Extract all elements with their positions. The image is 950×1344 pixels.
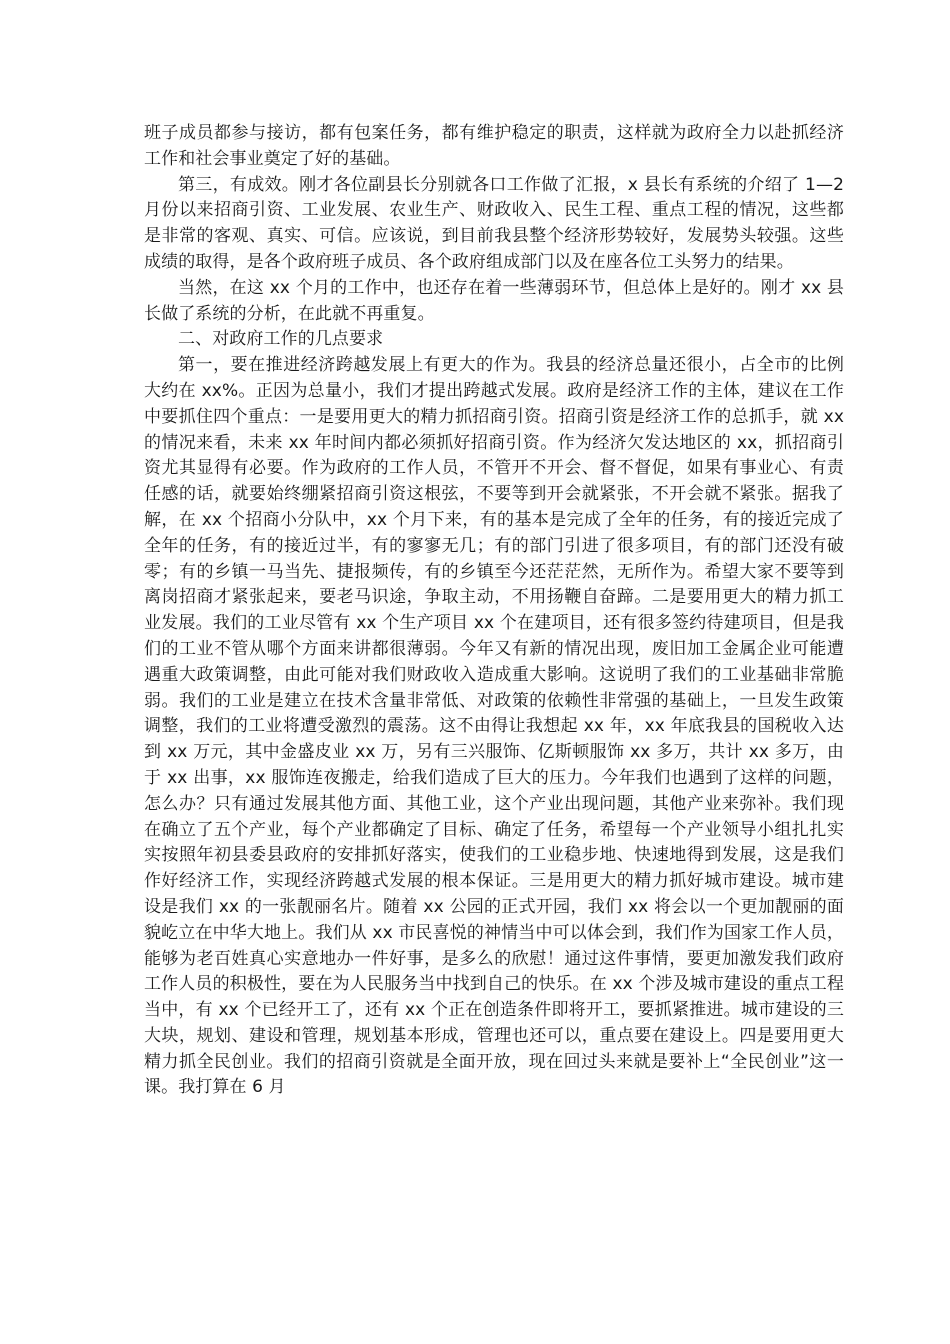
paragraph: 当然，在这 xx 个月的工作中，也还存在着一些薄弱环节，但总体上是好的。刚才 xx 县长做了系统的分析，在此就不再重复。 — [144, 277, 844, 324]
paragraph: 班子成员都参与接访，都有包案任务，都有维护稳定的职责，这样就为政府全力以赴抓经济工作和社会事业奠定了好的基础。 — [144, 123, 844, 169]
document-body — [144, 121, 844, 1101]
paragraph: 第三，有成效。刚才各位副县长分别就各口工作做了汇报，x 县长有系统的介绍了 1—2 月份以来招商引资、工业发展、农业生产、财政收入、民生工程、重点工程的情况，这些都是非常的客观、真实、可信。应该说，到目前我县整个经济形势较好，发展势头较强。这些成绩的取得，是各个政府班子成员、各个政府组成部门以及在座各位工头努力的结果。 — [144, 174, 844, 272]
section-heading: 二、对政府工作的几点要求 — [178, 329, 384, 350]
paragraph: 第一，要在推进经济跨越发展上有更大的作为。我县的经济总量还很小，占全市的比例大约在 xx%。正因为总量小，我们才提出跨越式发展。政府是经济工作的主体，建议在工作中要抓住四个重点：一是要用更大的精力抓招商引资。招商引资是经济工作的总抓手，就 xx 的情况来看，未来 xx 年时间内都必须抓好招商引资。作为经济欠发达地区的 xx，抓招商引资尤其显得有必要。作为政府的工作人员，不管开不开会、督不督促，如果有事业心、有责任感的话，就要始终绷紧招商引资这根弦，不要等到开会就紧张，不开会就不紧张。据我了解，在 xx 个招商小分队中，xx 个月下来，有的基本是完成了全年的任务，有的接近完成了全年的任务，有的接近过半，有的寥寥无几；有的部门引进了很多项目，有的部门还没有破零；有的乡镇一马当先、捷报频传，有的乡镇至今还茫茫然，无所作为。希望大家不要等到离岗招商才紧张起来，要老马识途，争取主动，不用扬鞭自奋蹄。二是要用更大的精力抓工业发展。我们的工业尽管有 xx 个生产项目 xx 个在建项目，还有很多签约待建项目，但是我们的工业不管从哪个方面来讲都很薄弱。今年又有新的情况出现，废旧加工金属企业可能遭遇重大政策调整，由此可能对我们财政收入造成重大影响。这说明了我们的工业基础非常脆弱。我们的工业是建立在技术含量非常低、对政策的依赖性非常强的基础上，一旦发生政策调整，我们的工业将遭受激烈的震荡。这不由得让我想起 xx 年，xx 年底我县的国税收入达到 xx 万元，其中金盛皮业 xx 万，另有三兴服饰、亿斯顿服饰 xx 多万，共计 xx 多万，由于 xx 出事，xx 服饰连夜搬走，给我们造成了巨大的压力。今年我们也遇到了这样的问题，怎么办？只有通过发展其他方面、其他工业，这个产业出现问题，其他产业来弥补。我们现在确立了五个产业，每个产业都确定了目标、确定了任务，希望每一个产业领导小组扎扎实实按照年初县委县政府的安排抓好落实，使我们的工业稳步地、快速地得到发展，这是我们作好经济工作，实现经济跨越式发展的根本保证。三是用更大的精力抓好城市建设。城市建设是我们 xx 的一张靓丽名片。随着 xx 公园的正式开园，我们 xx 将会以一个更加靓丽的面貌屹立在中华大地上。我们从 xx 市民喜悦的神情当中可以体会到，我们作为国家工作人员，能够为老百姓真心实意地办一件好事，是多么的欣慰！通过这件事情，要更加激发我们政府工作人员的积极性，要在为人民服务当中找到自己的快乐。在 xx 个涉及城市建设的重点工程当中，有 xx 个已经开工了，还有 xx 个正在创造条件即将开工，要抓紧推进。城市建设的三大块，规划、建设和管理，规划基本形成，管理也还可以，重点要在建设上。四是要用更大精力抓全民创业。我们的招商引资就是全面开放，现在回过头来就是要补上“全民创业”这一课。我打算在 6 月 — [144, 355, 844, 1098]
